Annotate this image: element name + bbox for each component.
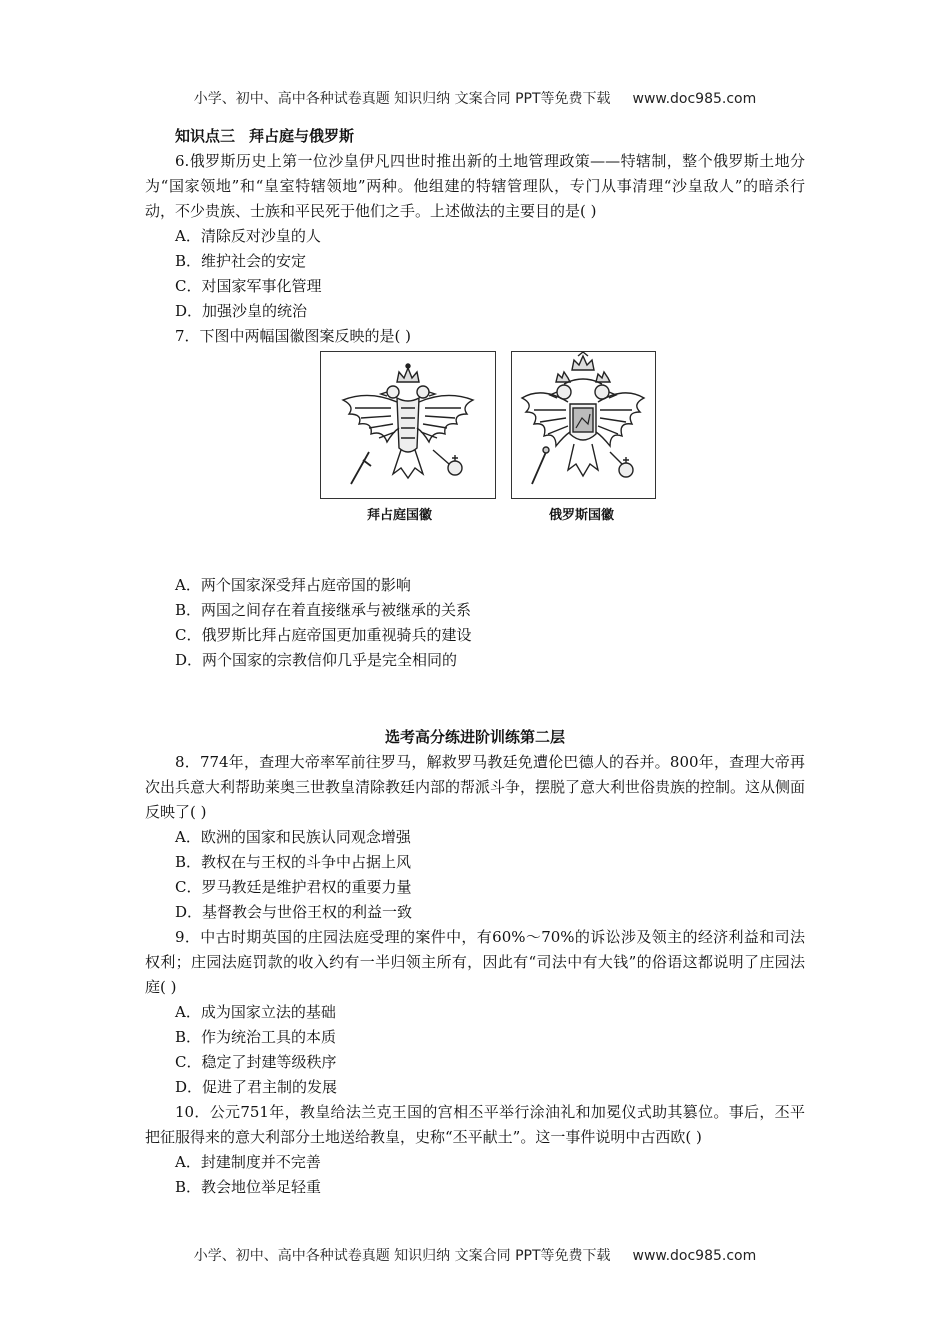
q9-option-c: C．稳定了封建等级秩序 [175,1053,337,1071]
q8-option-a: A．欧洲的国家和民族认同观念增强 [175,828,411,846]
q6-option-a: A．清除反对沙皇的人 [175,227,321,245]
question-8-stem: 8．774年，查理大帝率军前往罗马，解救罗马教廷免遭伦巴德人的吞并。800年，查理大帝再次出兵意大利帮助莱奥三世教皇清除教廷内部的帮派斗争，摆脱了意大利世俗贵族的控制。这从侧面反映了( ) [145,753,806,821]
q8-option-c: C．罗马教廷是维护君权的重要力量 [175,878,412,896]
q7-option-d: D．两个国家的宗教信仰几乎是完全相同的 [175,651,458,669]
footer-site[interactable]: www.doc985.com [632,1248,757,1264]
q6-option-b: B．维护社会的安定 [175,252,307,270]
q10-option-a: A．封建制度并不完善 [175,1153,321,1171]
double-headed-eagle-icon [321,352,495,498]
layer-title: 选考高分练进阶训练第二层 [384,728,565,746]
section-label: 知识点三 [175,127,236,145]
q8-option-b: B．教权在与王权的斗争中占据上风 [175,853,412,871]
page-header [0,88,950,108]
question-10-stem: 10．公元751年，教皇给法兰克王国的宫相丕平举行涂油礼和加冕仪式助其篡位。事后，丕平把征服得来的意大利部分土地送给教皇，史称“丕平献土”。这一事件说明中古西欧( ) [145,1103,805,1146]
q7-option-a: A．两个国家深受拜占庭帝国的影响 [175,576,411,594]
header-text: 小学、初中、高中各种试卷真题 知识归纳 文案合同 PPT等免费下载 [193,91,611,107]
emblem-figure [145,351,805,573]
q7-option-b: B．两国之间存在着直接继承与被继承的关系 [175,601,472,619]
russian-emblem-image [511,351,656,499]
q9-option-b: B．作为统治工具的本质 [175,1028,337,1046]
page-footer [0,1245,950,1265]
q9-option-a: A．成为国家立法的基础 [175,1003,336,1021]
crowned-eagle-icon [512,352,655,498]
header-site[interactable]: www.doc985.com [632,91,757,107]
document-body [145,124,805,1200]
section-title [175,124,805,149]
question-9-stem: 9．中古时期英国的庄园法庭受理的案件中，有60%～70%的诉讼涉及领主的经济利益和司法权利；庄园法庭罚款的收入约有一半归领主所有，因此有“司法中有大钱”的俗语这都说明了庄园法庭( ) [145,928,805,996]
russian-emblem-caption: 俄罗斯国徽 [549,508,615,523]
section-name: 拜占庭与俄罗斯 [249,127,355,145]
q7-option-c: C．俄罗斯比拜占庭帝国更加重视骑兵的建设 [175,626,472,644]
q9-option-d: D．促进了君主制的发展 [175,1078,338,1096]
byzantine-emblem-caption: 拜占庭国徽 [367,508,433,523]
question-7-stem: 7．下图中两幅国徽图案反映的是( ) [175,327,412,345]
q6-option-c: C．对国家军事化管理 [175,277,322,295]
q6-option-d: D．加强沙皇的统治 [175,302,308,320]
question-6-stem: 6.俄罗斯历史上第一位沙皇伊凡四世时推出新的土地管理政策——特辖制，整个俄罗斯土地分为“国家领地”和“皇室特辖领地”两种。他组建的特辖管理队，专门从事清理“沙皇敌人”的暗杀行动，不少贵族、士族和平民死于他们之手。上述做法的主要目的是( ) [145,152,805,220]
q8-option-d: D．基督教会与世俗王权的利益一致 [175,903,413,921]
q10-option-b: B．教会地位举足轻重 [175,1178,322,1196]
byzantine-emblem-image [320,351,496,499]
footer-text: 小学、初中、高中各种试卷真题 知识归纳 文案合同 PPT等免费下载 [193,1248,611,1264]
